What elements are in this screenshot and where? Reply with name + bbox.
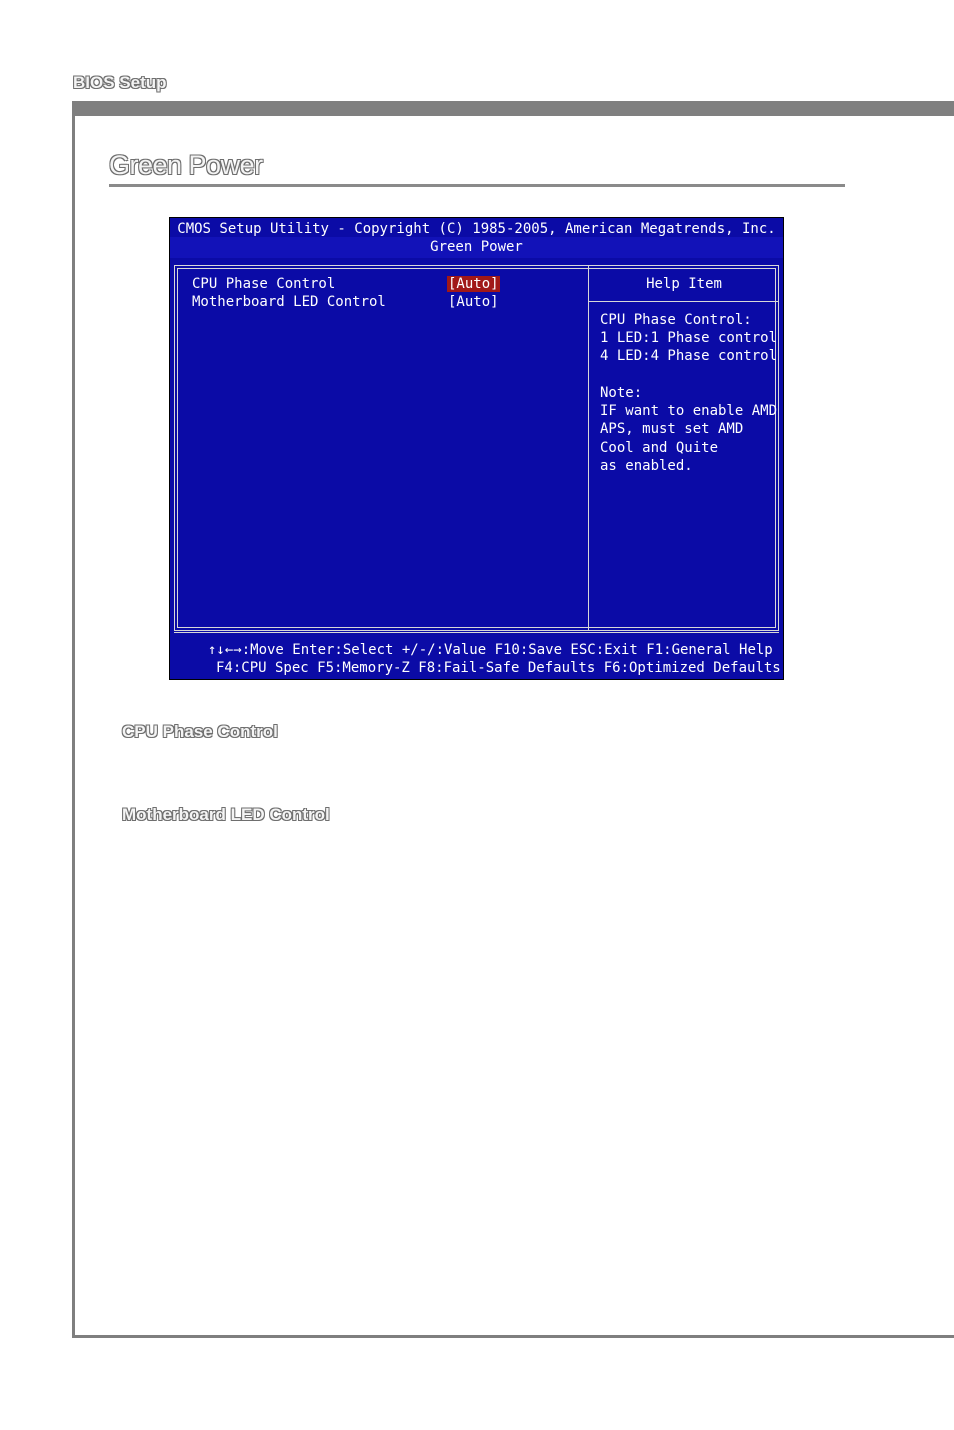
help-line: Note: [600,385,643,401]
help-line: as enabled. [600,458,693,474]
menu-item-motherboard-led-control[interactable]: Motherboard LED Control [192,294,386,310]
help-line: APS, must set AMD [600,421,744,437]
menu-value-cpu-phase-control[interactable]: [Auto] [448,276,499,292]
help-title: Help Item [646,276,722,292]
menu-value-motherboard-led-control[interactable]: [Auto] [448,294,499,310]
left-rule [72,101,75,1338]
help-separator [589,301,779,302]
help-line: IF want to enable AMD [600,403,778,419]
title-rule [109,184,845,187]
section-title: Green Power [109,150,263,180]
bios-screenshot [169,217,784,680]
footer-keys-line-1: ↑↓←→:Move Enter:Select +/-/:Value F10:Save ESC:Exit F1:General Help [208,642,773,658]
top-bar [72,101,954,116]
bottom-rule [72,1335,954,1338]
bios-title: CMOS Setup Utility - Copyright (C) 1985-2005, American Megatrends, Inc. [177,221,776,237]
bios-header [170,218,783,258]
bios-panel-divider [588,265,589,631]
help-line: Cool and Quite [600,440,719,456]
help-line: 4 LED:4 Phase control [600,348,778,364]
header-label: BIOS Setup [73,73,167,92]
description-heading-cpu-phase-control: CPU Phase Control [122,722,278,741]
bios-subtitle: Green Power [430,239,523,255]
footer-keys-line-2: F4:CPU Spec F5:Memory-Z F8:Fail-Safe Defaults F6:Optimized Defaults [216,660,781,676]
help-line: 1 LED:1 Phase control [600,330,778,346]
footer-rule [174,632,779,633]
description-heading-motherboard-led-control: Motherboard LED Control [122,805,330,824]
menu-item-cpu-phase-control[interactable]: CPU Phase Control [192,276,336,292]
help-line: CPU Phase Control: [600,312,752,328]
